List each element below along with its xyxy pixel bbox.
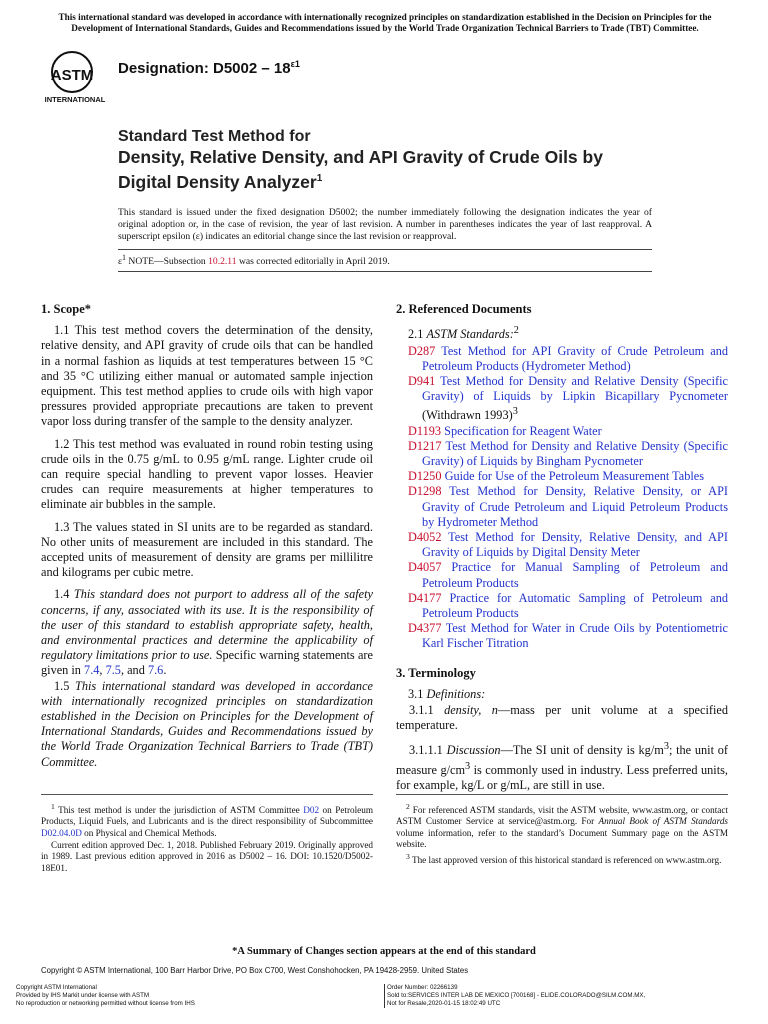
footer-left-line: Copyright ASTM International <box>16 984 97 991</box>
ref-title[interactable]: Guide for Use of the Petroleum Measurement Tables <box>444 469 705 484</box>
term-name: density, n <box>444 703 498 718</box>
note-text-before: NOTE—Subsection <box>126 256 209 268</box>
footer-license-left <box>16 984 195 1008</box>
document-title <box>118 127 718 193</box>
discussion-c: is commonly used in industry. Less preferred units, for example, kg/L or g/mL, are still in use. <box>396 762 728 793</box>
designation-superscript: ε1 <box>290 59 300 69</box>
footnote-2 <box>396 801 728 850</box>
title-line-2: Digital Density Analyzer <box>118 171 317 192</box>
astm-standards-subheading <box>408 323 728 342</box>
referenced-documents-list <box>396 344 728 652</box>
ref-item[interactable] <box>396 344 728 374</box>
ref-code[interactable]: D4177 <box>408 590 442 605</box>
discussion-b: ; the unit of measure g/cm <box>396 743 729 777</box>
ref-item[interactable] <box>396 621 728 651</box>
title-footnote-mark: 1 <box>316 173 323 184</box>
p4-sep-2: , and <box>120 663 148 678</box>
committee-d02-link[interactable]: D02 <box>303 805 320 816</box>
ref-title[interactable]: Practice for Manual Sampling of Petroleum and Petroleum Products <box>422 560 728 590</box>
ref-tail: (Withdrawn 1993) <box>422 408 513 423</box>
copyright-line: Copyright © ASTM International, 100 Barr Harbor Drive, PO Box C700, West Conshohocken, PA 19428-2959. United States <box>41 966 469 975</box>
scope-paragraph-1-2: 1.2 This test method was evaluated in round robin testing using crude oils in the 0.75 g/mL to 0.95 g/mL range. Lighter crude oil can require special handling to prevent vapor losses. Heavier crudes can require measurements at higher temperatures to eliminate air bubbles in the sample. <box>41 436 373 512</box>
note-text-after: was corrected editorially in April 2019. <box>236 256 390 268</box>
ref-item[interactable] <box>396 424 728 439</box>
term-density <box>396 703 728 733</box>
ref-title[interactable]: Test Method for Density and Relative Density (Specific Gravity) of Liquids by Bingham Pycnometer <box>422 438 728 469</box>
designation <box>118 59 300 77</box>
p4-sep-1: , <box>99 663 106 678</box>
note-prefix-sup: 1 <box>122 253 127 262</box>
astm-logo <box>42 50 108 104</box>
footnote-1-b: on Petroleum Products, Liquid Fuels, and Lubricants and is the direct responsibility of Subcommittee <box>41 805 373 827</box>
logo-label: INTERNATIONAL <box>44 95 106 104</box>
footer-left-line: Provided by IHS Markit under license with ASTM <box>16 992 150 999</box>
footnotes-left <box>41 794 373 875</box>
ref-item[interactable] <box>396 530 728 560</box>
ref-title[interactable]: Test Method for Density, Relative Density, or API Gravity of Crude Petroleum and Liquid Petroleum Products by Hydrometer Method <box>422 484 728 529</box>
footnote-2-mark: 2 <box>406 802 410 811</box>
ref-item[interactable] <box>396 469 728 484</box>
discussion-label: Discussion <box>446 743 501 758</box>
astm-standards-label: ASTM Standards: <box>426 327 514 342</box>
ref-title[interactable]: Test Method for Density, Relative Density, and API Gravity of Liquids by Digital Density Meter <box>422 530 728 560</box>
ref-code[interactable]: D1250 <box>408 469 442 484</box>
ref-title[interactable]: Specification for Reagent Water <box>444 423 602 438</box>
ref-sup: 3 <box>512 406 518 418</box>
ref-code[interactable]: D4052 <box>408 530 442 545</box>
scope-paragraph-1-5 <box>41 679 373 770</box>
ref-code[interactable]: D941 <box>408 373 436 388</box>
p4-tail: Specific warning statements are given in <box>41 648 373 678</box>
ref-code[interactable]: D4377 <box>408 621 442 636</box>
referenced-documents-heading: 2. Referenced Documents <box>396 302 532 316</box>
scope-paragraph-1-1: 1.1 This test method covers the determination of the density, relative density, and API gravity of crude oils that can be handled in a normal fashion as liquids at test temperatures between 15 °C and 35 °C utilizing either manual or automated sample injection equipment. This test method applies to crude oils with high vapor pressures provided appropriate precautions are taken to prevent vapor loss during transfer of the sample to the density analyzer. <box>41 323 373 429</box>
ref-title[interactable]: Test Method for API Gravity of Crude Petroleum and Petroleum Products (Hydrometer Method) <box>422 343 728 373</box>
p4-end: . <box>163 663 167 678</box>
ref-item[interactable] <box>396 591 728 621</box>
title-line-1: Density, Relative Density, and API Gravity of Crude Oils by <box>118 147 603 167</box>
ref-item[interactable] <box>396 484 728 530</box>
p4-number: 1.4 <box>54 587 74 602</box>
p5-italic: This international standard was developed in accordance with internationally recognized principles on standardization established in the Decision on Principles for the Development of International Standards, Guides and Recommendations issued by the World Trade Organization Technical Barriers to Trade (TBT) Committee. <box>41 678 373 769</box>
note-prefix: ε <box>118 256 123 268</box>
footnotes-right <box>396 794 728 868</box>
footnote-2-italic: Annual Book of ASTM Standards <box>598 816 728 827</box>
footnote-1-c: on Physical and Chemical Methods. <box>81 827 217 838</box>
term-discussion <box>396 739 728 793</box>
footnote-2-b: volume information, refer to the standard’s Document Summary page on the ASTM website. <box>396 827 728 849</box>
footer-left-line: No reproduction or networking permitted without license from IHS <box>16 1000 195 1007</box>
summary-of-changes-note: *A Summary of Changes section appears at the end of this standard <box>232 946 536 957</box>
footnote-2-a: For referenced ASTM standards, visit the ASTM website, www.astm.org, or contact ASTM Customer Service at service@astm.org. For <box>396 805 728 827</box>
logo-letters: ASTM <box>50 67 94 84</box>
term-number: 3.1.1 <box>409 703 445 718</box>
footer-right-line: Sold to:SERVICES INTER LAB DE MEXICO [700168] - ELIDE.COLORADO@SILM.COM.MX, <box>387 992 646 999</box>
footnote-1-mark: 1 <box>51 802 55 811</box>
left-column <box>41 302 373 777</box>
definitions-number: 3.1 <box>408 686 427 701</box>
designation-label: Designation: D5002 – 18 <box>118 60 291 77</box>
footnote-3-mark: 3 <box>406 852 410 862</box>
footnote-1-edition: Current edition approved Dec. 1, 2018. Published February 2019. Originally approved in 1989. Last previous edition approved in 2016 as D5002 – 16. DOI: 10.1520/D5002-18E01. <box>41 839 373 873</box>
scope-heading: 1. Scope* <box>41 302 91 316</box>
discussion-sup-2: 3 <box>465 760 471 772</box>
note-subsection-link[interactable]: 10.2.11 <box>208 256 237 268</box>
title-prefix: Standard Test Method for <box>118 128 311 145</box>
ref-item[interactable] <box>396 374 728 424</box>
ref-item[interactable] <box>396 560 728 590</box>
p4-italic: This standard does not purport to address all of the safety concerns, if any, associated with its use. It is the responsibility of the user of this standard to establish appropriate safety, health, and environmental practices and determine the applicability of regulatory limitations prior to use. <box>41 587 373 663</box>
ref-title[interactable]: Test Method for Water in Crude Oils by Potentiometric Karl Fischer Titration <box>422 621 728 651</box>
editorial-note <box>118 249 652 272</box>
footnote-3-text: The last approved version of this historical standard is referenced on www.astm.org. <box>409 855 722 866</box>
footer-right-line: Order Number: 02266139 <box>387 984 458 991</box>
ref-link-7-6[interactable]: 7.6 <box>147 663 164 678</box>
discussion-a: —The SI unit of density is kg/m <box>500 743 664 758</box>
issued-statement: This standard is issued under the fixed designation D5002; the number immediately following the designation indicates the year of original adoption or, in the case of revision, the year of last revision. A number in parentheses indicates the year of last reapproval. A superscript epsilon (ε) indicates an editorial change since the last revision or reapproval. <box>118 207 652 242</box>
ref-code[interactable]: D1193 <box>408 423 442 438</box>
ref-code[interactable]: D287 <box>408 343 436 358</box>
ref-title[interactable]: Practice for Automatic Sampling of Petroleum and Petroleum Products <box>422 590 728 621</box>
ref-title[interactable]: Test Method for Density and Relative Density (Specific Gravity) of Liquids by Lipkin Bicapillary Pycnometer <box>422 373 728 404</box>
ref-code[interactable]: D1298 <box>408 484 442 499</box>
terminology-heading: 3. Terminology <box>396 665 476 680</box>
ref-code[interactable]: D4057 <box>408 560 442 575</box>
subcommittee-link[interactable]: D02.04.0D <box>41 827 82 838</box>
ref-link-7-5[interactable]: 7.5 <box>105 663 121 678</box>
definitions-subheading <box>408 687 728 702</box>
term-definition: —mass per unit volume at a specified temperature. <box>396 703 728 733</box>
astm-standards-sup: 2 <box>513 325 519 337</box>
scope-paragraph-1-4 <box>41 587 373 678</box>
footnote-1-a: This test method is under the jurisdiction of ASTM Committee <box>54 805 304 816</box>
right-column <box>396 302 728 793</box>
scope-paragraph-1-3: 1.3 The values stated in SI units are to be regarded as standard. No other units of measurement are included in this standard. The accepted units of measurement of density are grams per millilitre and kilograms per cubic metre. <box>41 519 373 580</box>
ref-code[interactable]: D1217 <box>408 438 442 453</box>
astm-standards-number: 2.1 <box>408 327 427 342</box>
footer-right-line: Not for Resale,2020-01-15 18:02:49 UTC <box>387 1000 501 1007</box>
ref-link-7-4[interactable]: 7.4 <box>84 663 100 678</box>
definitions-label: Definitions: <box>426 686 486 701</box>
discussion-sup-1: 3 <box>663 741 669 753</box>
discussion-number: 3.1.1.1 <box>409 743 447 758</box>
footer-order-right <box>384 984 645 1008</box>
tbt-banner: This international standard was developed in accordance with internationally recognized principles on standardization established in the Decision on Principles for the Development of International Standards, Guides and Recommendations issued by the World Trade Organization Technical Barriers to Trade (TBT) Committee. <box>58 12 712 33</box>
ref-item[interactable] <box>396 439 728 469</box>
footnote-1 <box>41 801 373 839</box>
footnote-3 <box>396 851 728 866</box>
p5-number: 1.5 <box>54 678 76 693</box>
